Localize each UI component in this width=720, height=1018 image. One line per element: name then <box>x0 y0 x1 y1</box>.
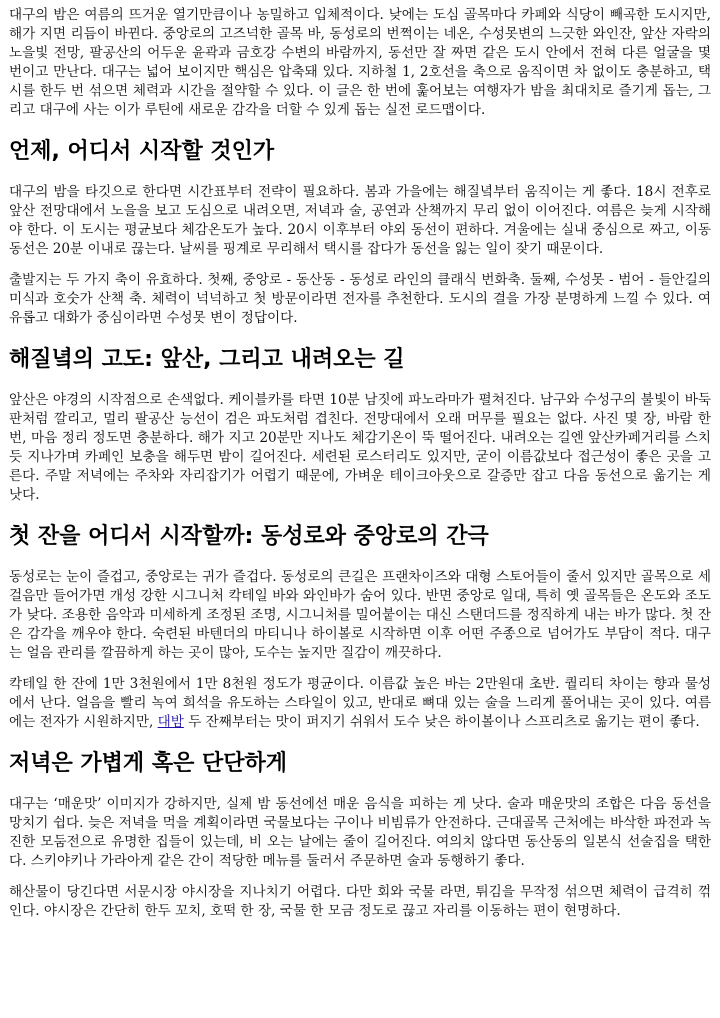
paragraph: 앞산은 야경의 시작점으로 손색없다. 케이블카를 타면 10분 남짓에 파노라마가 펼쳐진다. 남구와 수성구의 불빛이 바둑판처럼 깔리고, 멀리 팔공산 능선이 검은 파도처럼 겹친다. 전망대에서 오래 머무를 필요는 없다. 사진 몇 장, 바람 한 번, 마음 정리 정도면 충분하다. 해가 지고 20분만 지나도 체감기온이 뚝 떨어진다. 내려오는 길엔 앞산카페거리를 스치듯 지나가며 카페인 보충을 해두면 밤이 길어진다. 세련된 로스터리도 있지만, 굳이 이름값보다 접근성이 좋은 곳을 고른다. 주말 저녁에는 주차와 자리잡기가 어렵기 때문에, 가벼운 테이크아웃으로 갈증만 잡고 다음 동선으로 옮기는 게 낫다. <box>9 392 711 503</box>
section-heading-apsan: 해질녘의 고도: 앞산, 그리고 내려오는 길 <box>9 347 405 372</box>
paragraph: 해산물이 당긴다면 서문시장 야시장을 지나치기 어렵다. 다만 회와 국물 라면, 튀김을 무작정 섞으면 체력이 급격히 꺾인다. 야시장은 간단히 한두 꼬치, 호떡 한 장, 국물 한 모금 정도로 끊고 자리를 이동하는 편이 현명하다. <box>9 884 711 919</box>
paragraph: 동성로는 눈이 즐겁고, 중앙로는 귀가 즐겁다. 동성로의 큰길은 프랜차이즈와 대형 스토어들이 줄서 있지만 골목으로 세 걸음만 들어가면 개성 강한 시그니처 칵테일 바와 와인바가 숨어 있다. 반면 중앙로 일대, 특히 옛 골목들은 온도와 조도가 낮다. 조용한 음악과 미세하게 조정된 조명, 시그니처를 밀어붙이는 대신 스탠더드를 정직하게 내는 바가 많다. 첫 잔은 감각을 깨우야 한다. 숙련된 바텐더의 마티니나 하이볼로 시작하면 이후 어떤 주종으로 넘어가도 부담이 적다. 대구는 얼음 관리를 깔끔하게 하는 곳이 많아, 도수는 높지만 질감이 깨끗하다. <box>9 569 711 661</box>
paragraph: 대구의 밤을 타깃으로 한다면 시간표부터 전략이 필요하다. 봄과 가을에는 해질녘부터 움직이는 게 좋다. 18시 전후로 앞산 전망대에서 노을을 보고 도심으로 내려오면, 저녁과 술, 공연과 산책까지 무리 없이 이어진다. 여름은 늦게 시작해야 한다. 이 도시는 평균보다 체감온도가 높다. 20시 이후부터 야외 동선이 편하다. 겨울에는 실내 중심으로 짜고, 이동 동선은 20분 이내로 끊는다. 날씨를 핑계로 무리해서 택시를 잡다가 동선을 잃는 일이 잦기 때문이다. <box>9 184 711 257</box>
section-heading-when-where: 언제, 어디서 시작할 것인가 <box>9 139 275 164</box>
paragraph: 대구는 ‘매운맛’ 이미지가 강하지만, 실제 밤 동선에선 매운 음식을 피하는 게 낫다. 술과 매운맛의 조합은 다음 동선을 망치기 쉽다. 늦은 저녁을 먹을 계획이라면 국물보다는 구이나 비빔류가 안전하다. 근대골목 근처에는 바삭한 파전과 녹진한 모둠전으로 유명한 집들이 있는데, 비 오는 날에는 줄이 길어진다. 여의치 않다면 동산동의 일본식 선술집을 택한다. 스키야키나 가라아게 같은 간이 적당한 메뉴를 둘러서 주문하면 술과 동행하기 좋다. <box>9 796 711 869</box>
paragraph: 출발지는 두 가지 축이 유효하다. 첫째, 중앙로 - 동산동 - 동성로 라인의 클래식 번화축. 둘째, 수성못 - 범어 - 들안길의 미식과 호숫가 산책 축. 체력이 넉넉하고 첫 방문이라면 전자를 추천한다. 도시의 결을 가장 분명하게 느낄 수 있다. 여유롭고 대화가 중심이라면 수성못 변이 정답이다. <box>9 272 711 326</box>
paragraph-text-after-link: 두 잔째부터는 맛이 퍼지기 쉬워서 도수 낮은 하이볼이나 스프리츠로 옮기는 편이 좋다. <box>183 714 700 730</box>
daebam-link[interactable]: 대밤 <box>157 714 184 730</box>
section-heading-first-drink: 첫 잔을 어디서 시작할까: 동성로와 중앙로의 간극 <box>9 524 489 549</box>
paragraph-text-before-link: 칵테일 한 잔에 1만 3천원에서 1만 8천원 정도가 평균이다. 이름값 높은 바는 2만원대 초반. 퀄리티 차이는 향과 물성에서 난다. 얼음을 빨리 녹여 희석을 유도하는 스타일이 있고, 반대로 뼈대 있는 술을 느리게 풀어내는 곳이 있다. 여름에는 전자가 시원하지만, <box>9 676 711 730</box>
section-heading-dinner: 저녁은 가볍게 혹은 단단하게 <box>9 751 288 776</box>
paragraph-with-link <box>9 675 711 732</box>
intro-paragraph: 대구의 밤은 여름의 뜨거운 열기만큼이나 농밀하고 입체적이다. 낮에는 도심 골목마다 카페와 식당이 빼곡한 도시지만, 해가 지면 리듬이 바뀐다. 중앙로의 고즈넉한 골목 바, 동성로의 번쩍이는 네온, 수성못변의 느긋한 와인잔, 앞산 자락의 노을빛 전망, 팔공산의 어두운 윤곽과 금호강 수변의 바람까지, 동선만 잘 짜면 같은 도시 안에서 전혀 다른 얼굴을 몇 번이고 만난다. 대구는 넓어 보이지만 핵심은 압축돼 있다. 지하철 1, 2호선을 축으로 움직이면 차 없이도 충분하고, 택시를 한두 번 섞으면 체력과 시간을 절약할 수 있다. 이 글은 한 번에 훑어보는 여행자가 밤을 최대치로 즐기게 돕는, 그리고 대구에 사는 이가 루틴에 새로운 감각을 더할 수 있게 돕는 실전 로드맵이다. <box>9 7 711 118</box>
